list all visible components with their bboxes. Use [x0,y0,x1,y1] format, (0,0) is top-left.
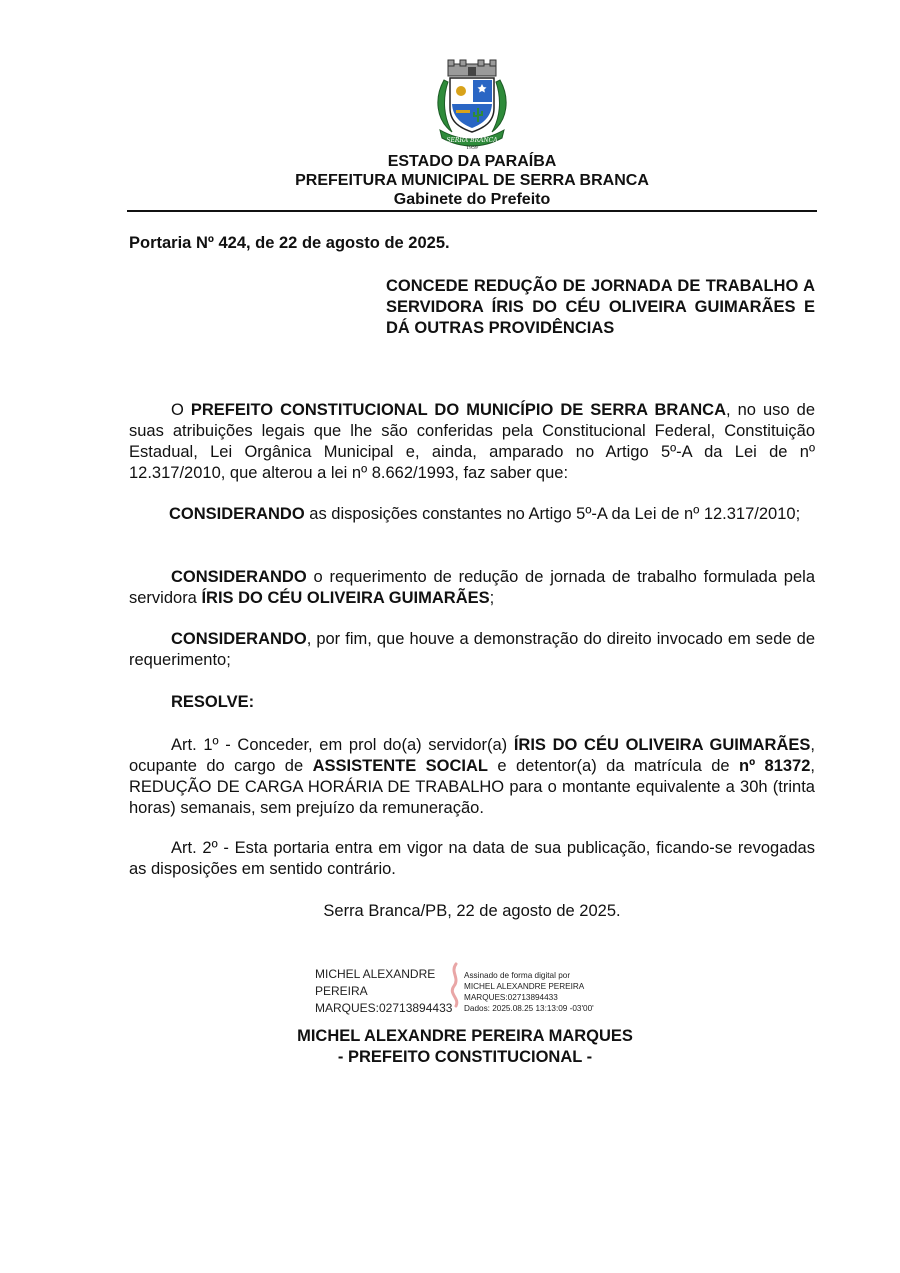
servant-name: ÍRIS DO CÉU OLIVEIRA GUIMARÃES [201,589,490,607]
article-1-text: e detentor(a) da matrícula de [487,757,739,775]
article-1-text: , REDUÇÃO DE CARGA HORÁRIA DE TRABALHO para o montante equivalente a 30h (trinta horas) semanais, sem prejuízo da remuneração. [129,757,815,817]
preamble-paragraph [129,400,815,484]
considerando-text: , por fim, que houve a demonstração do direito invocado em sede de requerimento; [129,630,815,669]
considerando-end: ; [489,589,495,607]
digital-signature-details [464,970,624,1014]
preamble-pre: O [171,401,191,419]
job-title: ASSISTENTE SOCIAL [312,757,488,775]
signature-detail: MICHEL ALEXANDRE PEREIRA [464,982,585,991]
preamble-authority: PREFEITO CONSTITUCIONAL DO MUNICÍPIO DE SERRA BRANCA [190,401,726,419]
header-state: ESTADO DA PARAÍBA [387,153,557,170]
portaria-title: Portaria Nº 424, de 22 de agosto de 2025. [129,234,450,252]
registration-number: nº 81372 [738,757,811,775]
article-2: Art. 2º - Esta portaria entra em vigor na data de sua publicação, ficando-se revogadas as disposições em sentido contrário. [129,839,815,878]
header-prefecture: PREFEITURA MUNICIPAL DE SERRA BRANCA [295,172,649,189]
document-header [127,152,817,209]
signature-name-line: MICHEL ALEXANDRE [315,967,436,981]
svg-text:1959: 1959 [466,146,478,150]
article-1 [129,735,815,819]
considerando-label: CONSIDERANDO [171,630,307,648]
considerando-label: CONSIDERANDO [169,505,305,523]
signature-detail: Dados: 2025.08.25 13:13:09 -03'00' [464,1004,594,1013]
signer-block [129,1026,801,1068]
considerando-label: CONSIDERANDO [171,568,307,586]
preamble-text: , no uso de suas atribuições legais que lhe são conferidas pela Constitucional Federal, Constituição Estadual, Lei Orgânica Municipal e, ainda, amparado no Artigo 5º-A da Lei de nº 12.317/2010, que alterou a lei nº 8.662/1993, faz saber que: [129,401,815,482]
considerando-text: o requerimento de redução de jornada de trabalho formulada pela servidora [129,568,815,607]
considerando-paragraph-3 [129,629,815,671]
signature-name-line: MARQUES:02713894433 [315,1001,453,1015]
signature-detail: Assinado de forma digital por [464,971,571,980]
svg-text:SERRA BRANCA: SERRA BRANCA [446,137,498,144]
article-1-text: Art. 1º - Conceder, em prol do(a) servidor(a) [171,736,514,754]
digital-signature-name [315,966,465,1017]
considerando-paragraph-2 [129,567,815,609]
resolve-label: RESOLVE: [171,693,255,711]
municipal-crest-icon [434,58,510,150]
header-divider [127,210,817,212]
signature-detail: MARQUES:02713894433 [464,993,558,1002]
signer-name: MICHEL ALEXANDRE PEREIRA MARQUES [297,1027,633,1045]
considerando-text: as disposições constantes no Artigo 5º-A da Lei de nº 12.317/2010; [304,505,801,523]
signature-mark-icon [446,962,466,1008]
considerando-paragraph-1 [129,504,815,525]
signature-name-line: PEREIRA [315,984,368,998]
resolve-heading [129,692,815,713]
ementa: CONCEDE REDUÇÃO DE JORNADA DE TRABALHO A SERVIDORA ÍRIS DO CÉU OLIVEIRA GUIMARÃES E DÁ OUTRAS PROVIDÊNCIAS [386,277,815,337]
header-office: Gabinete do Prefeito [393,191,551,208]
signer-title: - PREFEITO CONSTITUCIONAL - [337,1048,593,1066]
place-date: Serra Branca/PB, 22 de agosto de 2025. [323,902,621,920]
article-1-text: , ocupante do cargo de [129,736,815,775]
servant-name: ÍRIS DO CÉU OLIVEIRA GUIMARÃES [513,736,811,754]
